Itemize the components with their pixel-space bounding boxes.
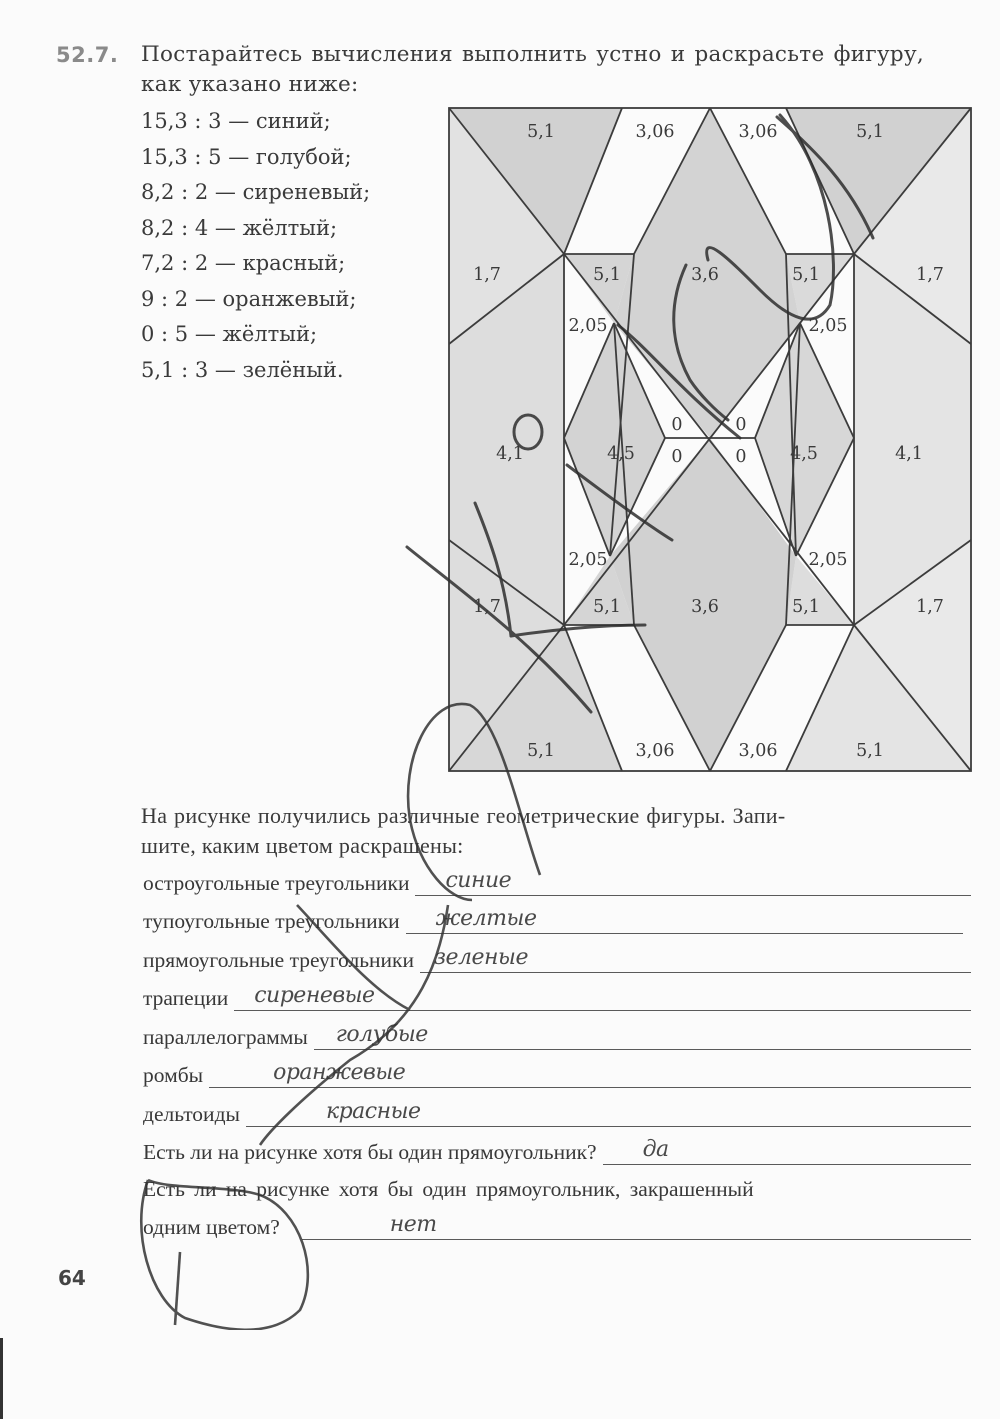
color-key-item: 15,3 : 5 — голубой; [141, 144, 352, 169]
region-label: 0 [735, 447, 747, 467]
answer-row-rectangle-one-color: одним цветом? нет [143, 1206, 971, 1240]
color-key-item: 9 : 2 — оранжевый; [141, 286, 357, 311]
region-label: 2,05 [808, 316, 848, 336]
region-label: 5,1 [856, 122, 884, 142]
region-label: 5,1 [593, 265, 621, 285]
answer-field-acute[interactable]: синие [415, 869, 971, 896]
region-label: 2,05 [808, 550, 848, 570]
region-label: 3,06 [635, 741, 675, 761]
questions-prompt-line2: шите, каким цветом раскрашены: [141, 833, 464, 858]
answer-field-trapezoids[interactable]: сиреневые [234, 984, 971, 1011]
region-label: 1,7 [916, 265, 944, 285]
region-label: 3,06 [635, 122, 675, 142]
region-label: 4,5 [790, 444, 818, 464]
exercise-intro-line1: Постарайтесь вычисления выполнить устно и раскрасьте фигуру, [141, 42, 925, 67]
answer-row-acute: остроугольные треугольники синие [143, 862, 971, 896]
region-label: 0 [671, 415, 683, 435]
page-edge-mark [0, 1338, 3, 1419]
region-label: 5,1 [593, 597, 621, 617]
region-label: 5,1 [527, 741, 555, 761]
answer-row-kites: дельтоиды красные [143, 1093, 971, 1127]
region-label: 5,1 [856, 741, 884, 761]
question-rectangle-one-color-line1: Есть ли на рисунке хотя бы один прямоугольник, закрашенный [143, 1177, 754, 1201]
region-label: 5,1 [792, 597, 820, 617]
exercise-number: 52.7. [56, 43, 119, 67]
answer-row-rhombi: ромбы оранжевые [143, 1054, 971, 1088]
color-key-item: 7,2 : 2 — красный; [141, 251, 346, 275]
color-key-item: 8,2 : 4 — жёлтый; [141, 215, 338, 240]
color-key-item: 5,1 : 3 — зелёный. [141, 357, 344, 382]
answer-row-rectangle: Есть ли на рисунке хотя бы один прямоугольник? да [143, 1131, 971, 1165]
answer-row-obtuse: тупоугольные треугольники желтые [143, 900, 963, 934]
region-label: 3,6 [691, 265, 719, 285]
answer-row-parallelograms: параллелограммы голубые [143, 1016, 971, 1050]
page-number: 64 [58, 1266, 86, 1290]
answer-field-parallelograms[interactable]: голубые [314, 1023, 971, 1050]
region-label: 1,7 [916, 597, 944, 617]
region-label: 0 [671, 447, 683, 467]
answer-field-obtuse[interactable]: желтые [406, 907, 963, 934]
region-label: 1,7 [473, 265, 501, 285]
region-label: 4,1 [496, 444, 524, 464]
region-label: 3,06 [738, 741, 778, 761]
answer-field-right[interactable]: зеленые [420, 946, 971, 973]
region-label: 2,05 [568, 550, 608, 570]
answer-field-rectangle-one-color[interactable]: нет [302, 1213, 971, 1240]
answer-field-rhombi[interactable]: оранжевые [209, 1061, 971, 1088]
answer-row-right: прямоугольные треугольники зеленые [143, 939, 971, 973]
region-label: 3,06 [738, 122, 778, 142]
answer-field-kites[interactable]: красные [246, 1100, 971, 1127]
exercise-intro-line2: как указано ниже: [141, 72, 359, 97]
region-label: 5,1 [792, 265, 820, 285]
region-label: 4,1 [895, 444, 923, 464]
answer-row-trapezoids: трапеции сиреневые [143, 977, 971, 1011]
pencil-loops [0, 690, 1000, 1330]
region-label: 0 [735, 415, 747, 435]
region-label: 1,7 [473, 597, 501, 617]
color-key-item: 0 : 5 — жёлтый; [141, 322, 318, 346]
region-label: 2,05 [568, 316, 608, 336]
region-label: 4,5 [607, 444, 635, 464]
region-label: 3,6 [691, 597, 719, 617]
answer-field-rectangle[interactable]: да [603, 1138, 971, 1165]
color-key-item: 8,2 : 2 — сиреневый; [141, 180, 371, 204]
questions-prompt-line1: На рисунке получились различные геометрические фигуры. Запи- [141, 803, 786, 828]
color-key-item: 15,3 : 3 — синий; [141, 109, 331, 133]
region-label: 5,1 [527, 122, 555, 142]
